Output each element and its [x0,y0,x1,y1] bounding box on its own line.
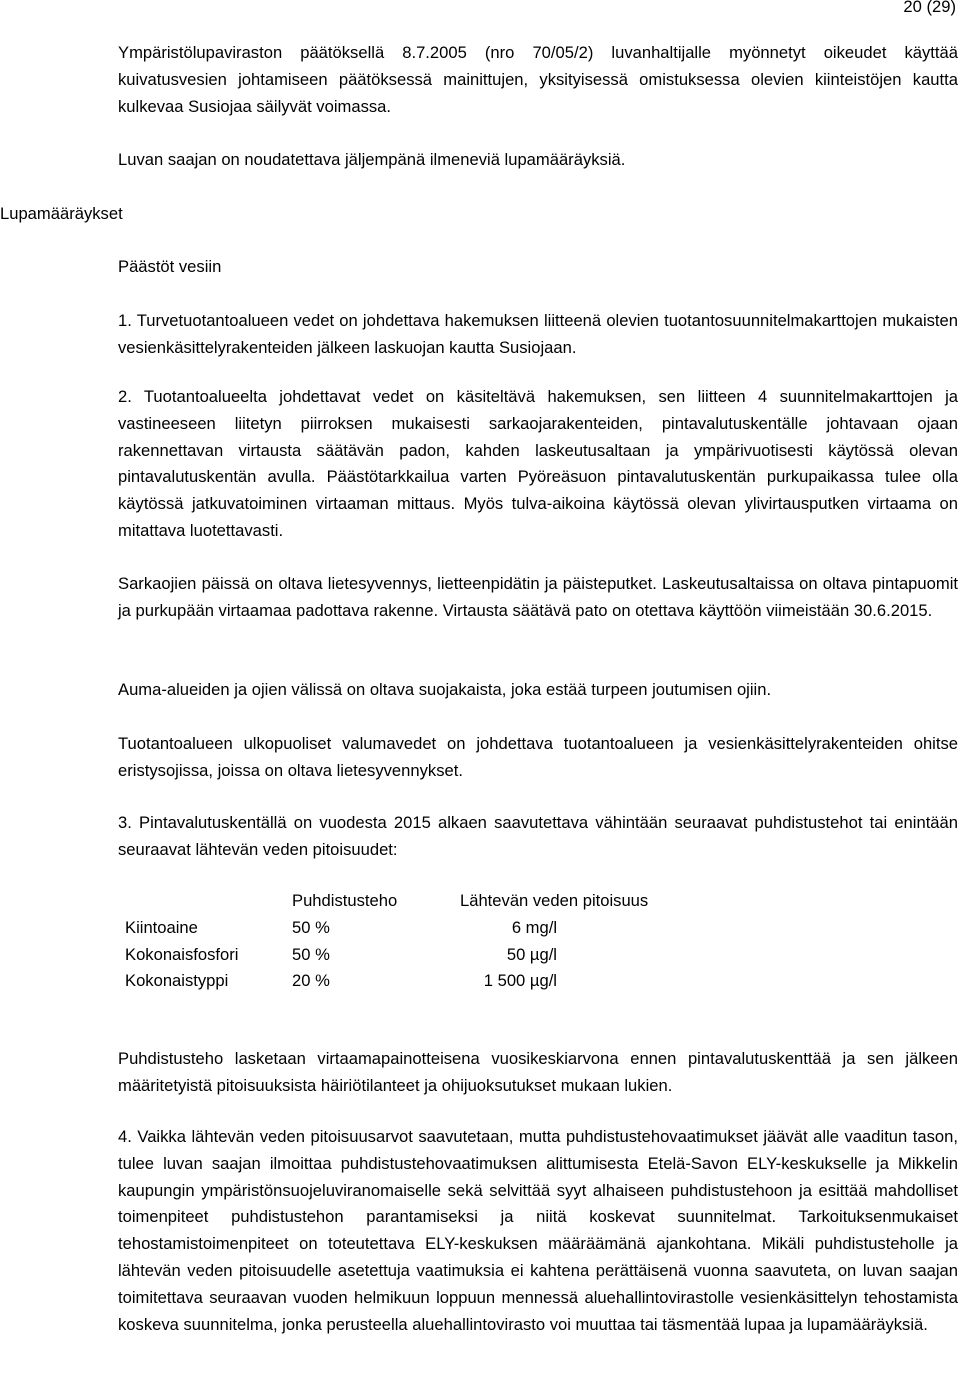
table-row [125,968,825,995]
table-cell-efficiency: 20 % [292,971,330,990]
table-header-cell: Lähtevän veden pitoisuus [460,891,649,910]
table-header-row [125,888,825,915]
table-cell-parameter: Kokonaisfosfori [125,945,239,964]
obligation-sentence: Luvan saajan on noudatettava jäljempänä ilmeneviä lupamääräyksiä. [118,150,626,169]
paragraph-8: 4. Vaikka lähtevän veden pitoisuusarvot saavutetaan, mutta puhdistustehovaatimukset jäävät alle vaaditun tason, tulee luvan saajan ilmoittaa puhdistustehovaatimuksen alittumisesta Etelä-Savon ELY-keskukselle ja Mikkelin kaupungin ympäristönsuojeluviranomaiselle sekä selvittää syyt alhaiseen puhdistustehoon ja esittää mahdolliset toimenpiteet puhdistustehon parantamiseksi ja niitä koskevat suunnitelmat. Tarkoituksenmukaiset tehostamistoimenpiteet on toteutettava ELY-keskuksen määräämänä ajankohtana. Mikäli puhdistusteholle ja lähtevän veden pitoisuudelle asetettuja vaatimuksia ei kahtena perättäisenä vuonna saavuteta, on luvan saajan toimitettava seuraavan vuoden helmikuun loppuun mennessä aluehallintovirastolle vesienkäsittelyn tehostamista koskeva suunnitelma, jonka perusteella aluehallintovirasto voi muuttaa tai täsmentää lupaa ja lupamääräyksiä. [118,1127,958,1334]
table-cell-efficiency: 50 % [292,945,330,964]
paragraph-5: Tuotantoalueen ulkopuoliset valumavedet on johdettava tuotantoalueen ja vesienkäsittelyrakenteiden ohitse eristysojissa, joissa on oltava lietesyvennykset. [118,734,958,780]
intro-paragraph: Ympäristölupaviraston päätöksellä 8.7.2005 (nro 70/05/2) luvanhaltijalle myönnetyt oikeudet käyttää kuivatusvesien johtamiseen päätöksessä mainittujen, yksityisessä omistuksessa olevien kiinteistöjen kautta kulkevaa Susiojaa säilyvät voimassa. [118,43,958,116]
section-heading: Päästöt vesiin [118,257,222,276]
paragraph-4: Auma-alueiden ja ojien välissä on oltava suojakaista, joka estää turpeen joutumisen ojiin. [118,680,772,699]
paragraph-7: Puhdistusteho lasketaan virtaamapainotteisena vuosikeskiarvona ennen pintavalutuskenttää ja sen jälkeen määritetyistä pitoisuuksista häiriötilanteet ja ohijuoksutukset mukaan lukien. [118,1049,958,1095]
table-cell-concentration: 1 500 µg/l [483,971,557,990]
table-cell-parameter: Kokonaistyppi [125,971,229,990]
paragraph-1: 1. Turvetuotantoalueen vedet on johdettava hakemuksen liitteenä olevien tuotantosuunnitelmakarttojen mukaisten vesienkäsittelyrakenteiden jälkeen laskuojan kautta Susiojaan. [118,311,958,357]
table-cell-efficiency: 50 % [292,918,330,937]
paragraph-3: Sarkaojien päissä on oltava lietesyvennys, lietteenpidätin ja päisteputket. Laskeutusaltaissa on oltava pintapuomit ja purkupään virtaamaa padottava rakenne. Virtausta säätävä pato on otettava käyttöön viimeistään 30.6.2015. [118,574,958,620]
table-header-cell: Puhdistusteho [292,891,398,910]
table-row [125,942,825,969]
page-number: 20 (29) [903,0,956,16]
paragraph-6: 3. Pintavalutuskentällä on vuodesta 2015 alkaen saavutettava vähintään seuraavat puhdistustehot tai enintään seuraavat lähtevän veden pitoisuudet: [118,813,958,859]
side-heading-lupamaaraykset: Lupamääräykset [0,204,123,223]
table-cell-concentration: 6 mg/l [511,918,557,937]
table-cell-parameter: Kiintoaine [125,918,198,937]
paragraph-2: 2. Tuotantoalueelta johdettavat vedet on käsiteltävä hakemuksen, sen liitteen 4 suunnitelmakarttojen ja vastineeseen liitetyn piirroksen mukaisesti sarkaojarakenteiden, pintavalutuskentälle johtavaan ojaan rakennettavan virtausta säätävän padon, kahden laskeutusaltaan ja ympärivuotisesti käytössä olevan pintavalutuskentän avulla. Päästötarkkailua varten Pyöreäsuon pintavalutuskentän purkupaikassa tulee olla käytössä jatkuvatoiminen virtaaman mittaus. Myös tulva-aikoina käytössä olevan ylivirtausputken virtaama on mitattava luotettavasti. [118,387,958,540]
table-cell-concentration: 50 µg/l [506,945,557,964]
table-row [125,915,825,942]
